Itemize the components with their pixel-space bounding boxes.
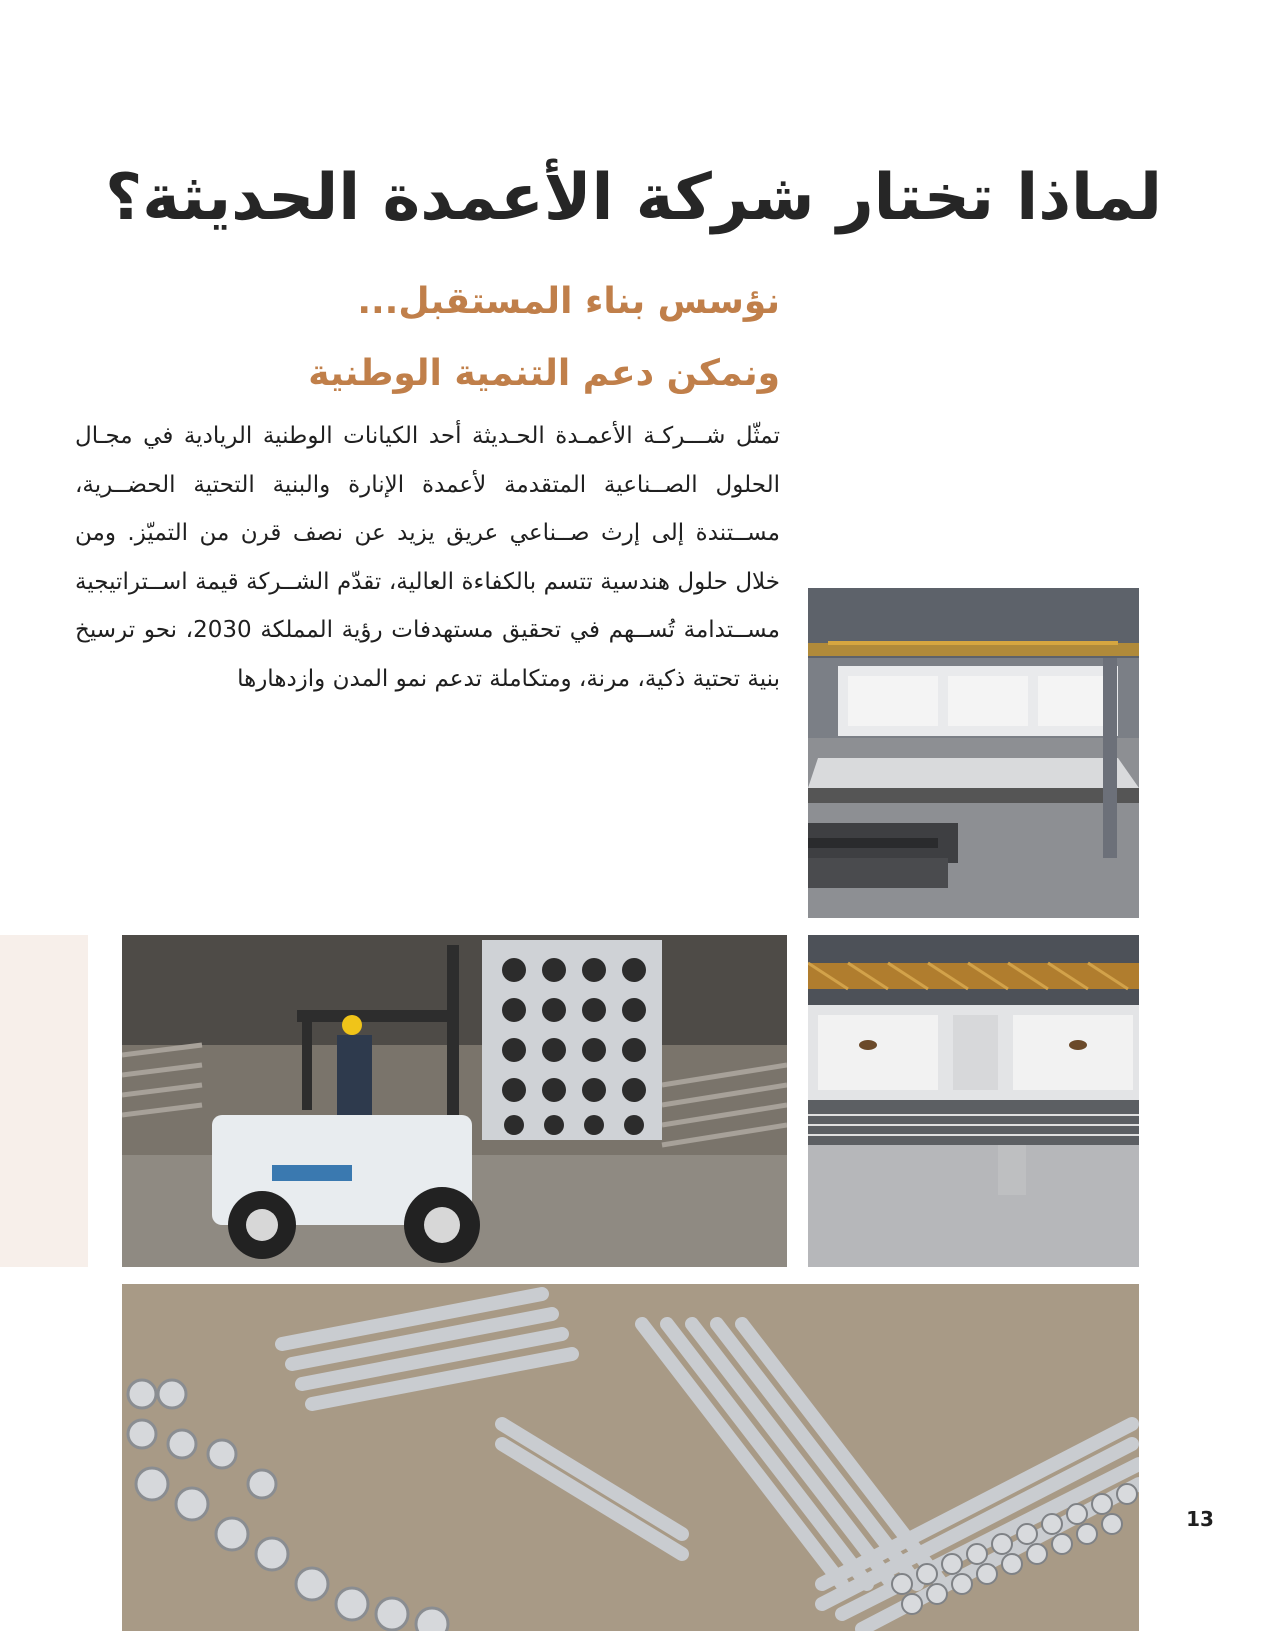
subtitle-line-1: نؤسس بناء المستقبل...: [357, 281, 780, 322]
galvanized-poles-image: [122, 1284, 1139, 1631]
subtitle-line-2: ونمكن دعم التنمية الوطنية: [308, 353, 780, 394]
forklift-image: [122, 935, 787, 1267]
page-number: 13: [1186, 1507, 1214, 1531]
production-line-photo: [808, 935, 1139, 1267]
forklift-photo: [122, 935, 787, 1267]
body-paragraph: تمثّل شـــركـة الأعمـدة الحـديثة أحد الكيانات الوطنية الريادية في مجـال الحلول الصــناعية المتقدمة لأعمدة الإنارة والبنية التحتية الحضــرية، مســتندة إلى إرث صــناعي عريق يزيد عن نصف قرن من التميّز. ومن خلال حلول هندسية تتسم بالكفاءة العالية، تقدّم الشــركة قيمة اســتراتيجية مســتدامة تُســهم في تحقيق مستهدفات رؤية المملكة 2030، نحو ترسيخ بنية تحتية ذكية، مرنة، ومتكاملة تدعم نمو المدن وازدهارها: [75, 423, 781, 692]
galvanized-poles-photo: [122, 1284, 1139, 1631]
factory-interior-photo: [808, 588, 1139, 918]
side-color-block: [0, 935, 88, 1267]
production-line-image: [808, 935, 1139, 1267]
factory-interior-image: [808, 588, 1139, 918]
page-title: لماذا تختار شركة الأعمدة الحديثة؟: [105, 161, 1162, 235]
